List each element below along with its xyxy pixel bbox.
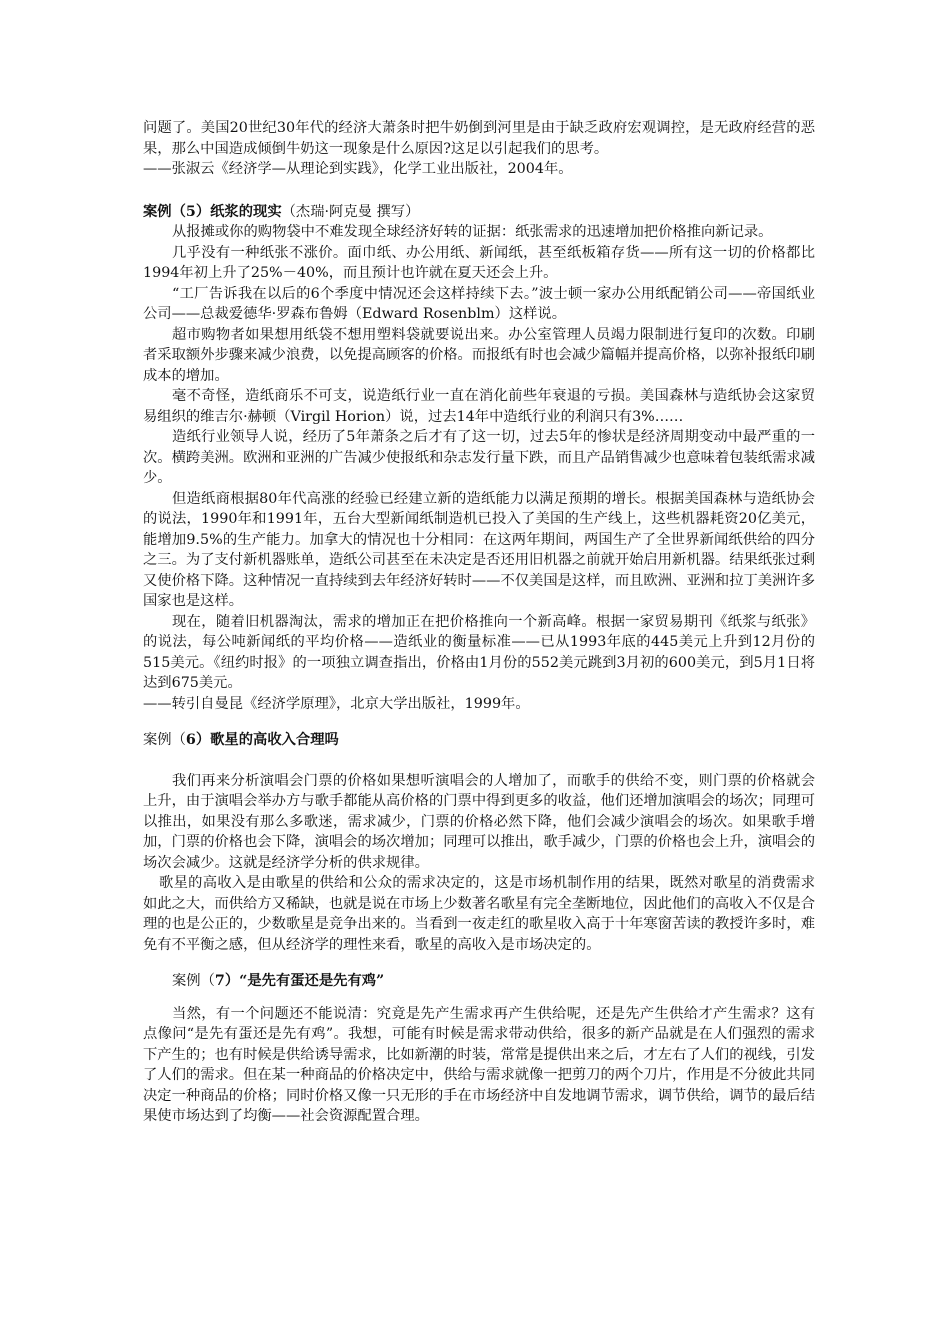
- case7-paragraph: 当然，有一个问题还不能说清：究竟是先产生需求再产生供给呢，还是先产生供给才产生需求？这有点像问“是先有蛋还是先有鸡”。我想，可能有时候是需求带动供给，很多的新产品就是在人们强烈的需求下产生的；也有时候是供给诱导需求，比如新潮的时装，常常是提供出来之后，才左右了人们的视线，引发了人们的需求。但在某一种商品的价格决定中，供给与需求就像一把剪刀的两个刀片，作用是不分彼此共同决定一种商品的价格；同时价格又像一只无形的手在市场经济中自发地调节需求，调节供给，调节的最后结果使市场达到了均衡——社会资源配置合理。: [143, 1005, 815, 1124]
- case6-paragraph: 歌星的高收入是由歌星的供给和公众的需求决定的，这是市场机制作用的结果，既然对歌星的消费需求如此之大，而供给方又稀缺，也就是说在市场上少数著名歌星有完全垄断地位，因此他们的高收入不仅是合理的也是公正的，少数歌星是竞争出来的。当看到一夜走红的歌星收入高于十年寒窗苦读的教授许多时，难免有不平衡之感，但从经济学的理性来看，歌星的高收入是市场决定的。: [143, 875, 815, 953]
- case6-title-prefix: 案例（: [143, 732, 186, 748]
- case5-title: 案例（5）纸浆的现实: [143, 203, 282, 220]
- case5-paragraph: 毫不奇怪，造纸商乐不可支，说造纸行业一直在消化前些年衰退的亏损。美国森林与造纸协会这家贸易组织的维吉尔·赫顿（Virgil Horion）说，过去14年中造纸行业的利润只有3%……: [143, 388, 815, 425]
- case5-source: ——转引自曼昆《经济学原理》，北京大学出版社，1999年。: [143, 695, 530, 712]
- document-page: [143, 118, 815, 1127]
- case5-paragraph: 现在，随着旧机器淘汰，需求的增加正在把价格推向一个新高峰。根据一家贸易期刊《纸浆与纸张》的说法，每公吨新闻纸的平均价格——造纸业的衡量标准——已从1993年底的445美元上升到12月份的515美元。《纽约时报》的一项独立调查指出，价格由1月份的552美元跳到3月初的600美元，到5月1日将达到675美元。: [143, 613, 815, 691]
- case6-title-number: 6: [185, 732, 196, 748]
- case5-paragraph: 几乎没有一种纸张不涨价。面巾纸、办公用纸、新闻纸，甚至纸板箱存货——所有这一切的价格都比1994年初上升了25%－40%，而且预计也许就在夏天还会上升。: [143, 244, 815, 281]
- case5-author: （杰瑞·阿克曼 撰写）: [281, 203, 420, 220]
- case7-heading: [143, 971, 815, 992]
- case5-heading: [143, 202, 815, 223]
- case7-title-number: 7: [214, 973, 225, 989]
- intro-source: ——张淑云《经济学—从理论到实践》，化学工业出版社，2004年。: [143, 161, 573, 177]
- case5-paragraph: 从报摊或你的购物袋中不难发现全球经济好转的证据：纸张需求的迅速增加把价格推向新记录。: [172, 224, 773, 240]
- case6-heading: [143, 730, 815, 751]
- case5-paragraph: 超市购物者如果想用纸袋不想用塑料袋就要说出来。办公室管理人员竭力限制进行复印的次数。印刷者采取额外步骤来减少浪费，以免提高顾客的价格。而报纸有时也会减少篇幅并提高价格，以弥补报纸印刷成本的增加。: [143, 326, 815, 384]
- case5-paragraph: 但造纸商根据80年代高涨的经验已经建立新的造纸能力以满足预期的增长。根据美国森林与造纸协会的说法，1990年和1991年，五台大型新闻纸制造机已投入了美国的生产线上，这些机器耗资20亿美元，能增加9.5%的生产能力。加拿大的情况也十分相同：在这两年期间，两国生产了全世界新闻纸供给的四分之三。为了支付新机器账单，造纸公司甚至在未决定是否还用旧机器之前就开始启用新机器。结果纸张过剩又使价格下降。这种情况一直持续到去年经济好转时——不仅美国是这样，而且欧洲、亚洲和拉丁美洲许多国家也是这样。: [143, 490, 815, 609]
- case5-paragraph: “工厂告诉我在以后的6个季度中情况还会这样持续下去。”波士顿一家办公用纸配销公司——帝国纸业公司——总裁爱德华·罗森布鲁姆（Edward Rosenblm）这样说。: [143, 285, 815, 322]
- case6-title: ）歌星的高收入合理吗: [195, 732, 339, 748]
- case5-paragraph: 造纸行业领导人说，经历了5年萧条之后才有了这一切，过去5年的惨状是经济周期变动中最严重的一次。横跨美洲。欧洲和亚洲的广告减少使报纸和杂志发行量下跌，而且产品销售减少也意味着包装纸需求减少。: [143, 429, 815, 486]
- case6-paragraph: 我们再来分析演唱会门票的价格如果想听演唱会的人增加了，而歌手的供给不变，则门票的价格就会上升，由于演唱会举办方与歌手都能从高价格的门票中得到更多的收益，他们还增加演唱会的场次；同理可以推出，如果没有那么多歌迷，需求减少，门票的价格必然下降，他们会减少演唱会的场次。如果歌手增加，门票的价格也会下降，演唱会的场次增加；同理可以推出，歌手减少，门票的价格也会上升，演唱会的场次会减少。这就是经济学分析的供求规律。: [143, 772, 815, 871]
- case7-title-prefix: 案例（: [172, 973, 215, 989]
- intro-paragraph: 问题了。美国20世纪30年代的经济大萧条时把牛奶倒到河里是由于缺乏政府宏观调控，是无政府经营的恶果，那么中国造成倾倒牛奶这一现象是什么原因?这足以引起我们的思考。: [143, 120, 815, 157]
- case7-title: ）“是先有蛋还是先有鸡”: [224, 973, 385, 989]
